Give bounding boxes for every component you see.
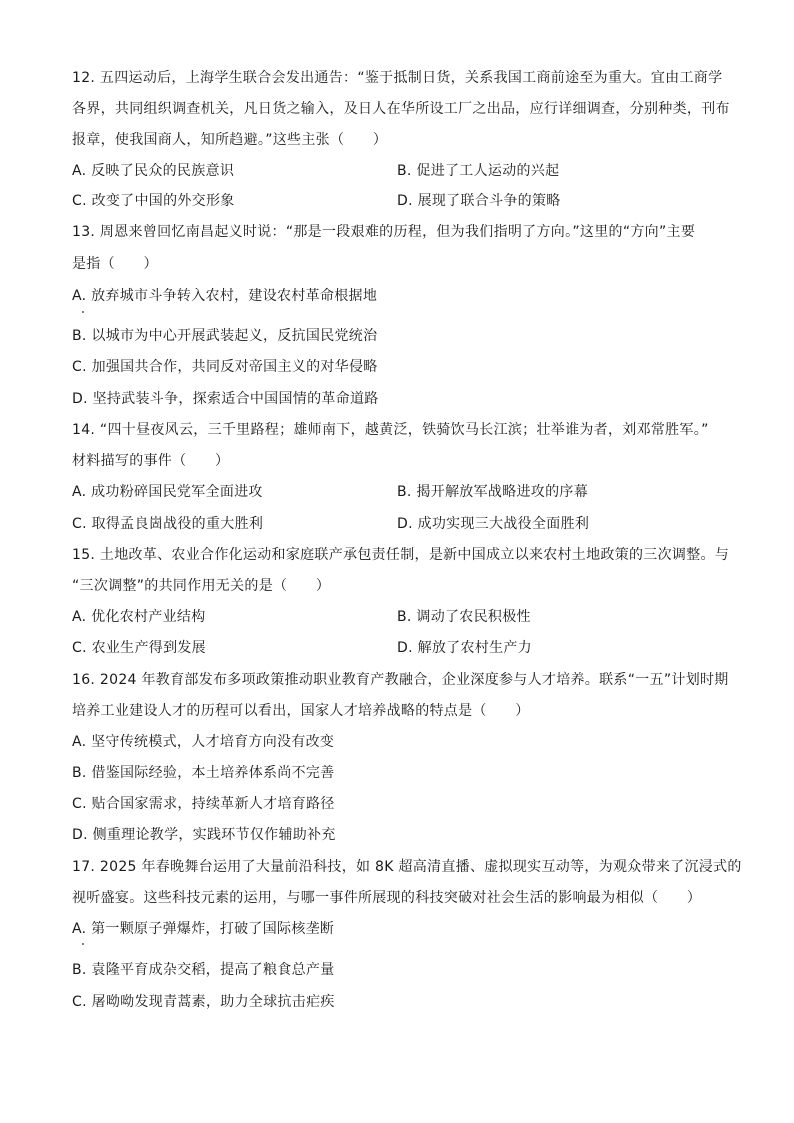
question-12-option-a: A. 反映了民众的民族意识 [72, 163, 235, 179]
question-16-option-c: C. 贴合国家需求，持续革新人才培育路径 [72, 796, 335, 812]
question-12-option-d: D. 展现了联合斗争的策略 [397, 193, 561, 209]
question-12-stem-line-2: 各界，共同组织调查机关，凡日货之输入，及日人在华所设工厂之出品，应行详细调查，分别种类，刊布 [72, 101, 730, 117]
question-16-stem-line-2: 培养工业建设人才的历程可以看出，国家人才培养战略的特点是（ ） [72, 703, 530, 719]
question-17-option-c: C. 屠呦呦发现青蒿素，助力全球抗击疟疾 [72, 994, 335, 1010]
question-14-option-b: B. 揭开解放军战略进攻的序幕 [397, 484, 589, 500]
scan-mark [82, 943, 84, 945]
question-12-stem-line-1: 12. 五四运动后，上海学生联合会发出通告：“鉴于抵制日货，关系我国工商前途至为重大。宜由工商学 [72, 70, 723, 86]
question-14-stem-line-2: 材料描写的事件（ ） [72, 453, 230, 469]
question-13-option-b: B. 以城市为中心开展武装起义，反抗国民党统治 [72, 328, 378, 344]
question-16-stem-line-1: 16. 2024 年教育部发布多项政策推动职业教育产教融合，企业深度参与人才培养。联系“一五”计划时期 [72, 672, 729, 688]
question-15-option-b: B. 调动了农民积极性 [397, 609, 531, 625]
question-12-stem-line-3: 报章，使我国商人，知所趋避。”这些主张（ ） [72, 132, 388, 148]
question-15-stem-line-2: “三次调整”的共同作用无关的是（ ） [72, 578, 331, 594]
question-14-option-d: D. 成功实现三大战役全面胜利 [397, 516, 590, 532]
question-16-option-b: B. 借鉴国际经验，本土培养体系尚不完善 [72, 765, 335, 781]
question-13-stem-line-2: 是指（ ） [72, 256, 158, 272]
question-17-stem-line-1: 17. 2025 年春晚舞台运用了大量前沿科技，如 8K 超高清直播、虚拟现实互动等，为观众带来了沉浸式的 [72, 859, 742, 875]
question-14-stem-line-1: 14. “四十昼夜风云，三千里路程；雄师南下，越黄泛，铁骑饮马长江滨；壮举谁为者，刘邓常胜军。” [72, 422, 709, 438]
question-12-option-b: B. 促进了工人运动的兴起 [397, 163, 560, 179]
question-14-option-c: C. 取得孟良崮战役的重大胜利 [72, 516, 264, 532]
question-12-option-c: C. 改变了中国的外交形象 [72, 193, 235, 209]
question-15-option-a: A. 优化农村产业结构 [72, 609, 206, 625]
question-13-option-a: A. 放弃城市斗争转入农村，建设农村革命根据地 [72, 288, 378, 304]
question-13-stem-line-1: 13. 周恩来曾回忆南昌起义时说：“那是一段艰难的历程，但为我们指明了方向。”这里的“方向”主要 [72, 224, 696, 240]
question-15-option-c: C. 农业生产得到发展 [72, 640, 206, 656]
question-17-stem-line-2: 视听盛宴。这些科技元素的运用，与哪一事件所展现的科技突破对社会生活的影响最为相似（ ） [72, 890, 702, 906]
question-14-option-a: A. 成功粉碎国民党军全面进攻 [72, 484, 263, 500]
question-17-option-b: B. 袁隆平育成杂交稻，提高了粮食总产量 [72, 962, 335, 978]
question-16-option-d: D. 侧重理论教学，实践环节仅作辅助补充 [72, 827, 336, 843]
question-17-option-a: A. 第一颗原子弹爆炸，打破了国际核垄断 [72, 921, 335, 937]
question-15-option-d: D. 解放了农村生产力 [397, 640, 532, 656]
question-15-stem-line-1: 15. 土地改革、农业合作化运动和家庭联产承包责任制，是新中国成立以来农村土地政策的三次调整。与 [72, 547, 730, 563]
scan-mark [82, 311, 84, 313]
question-16-option-a: A. 坚守传统模式，人才培育方向没有改变 [72, 734, 335, 750]
question-13-option-c: C. 加强国共合作，共同反对帝国主义的对华侵略 [72, 359, 378, 375]
question-13-option-d: D. 坚持武装斗争，探索适合中国国情的革命道路 [72, 391, 379, 407]
